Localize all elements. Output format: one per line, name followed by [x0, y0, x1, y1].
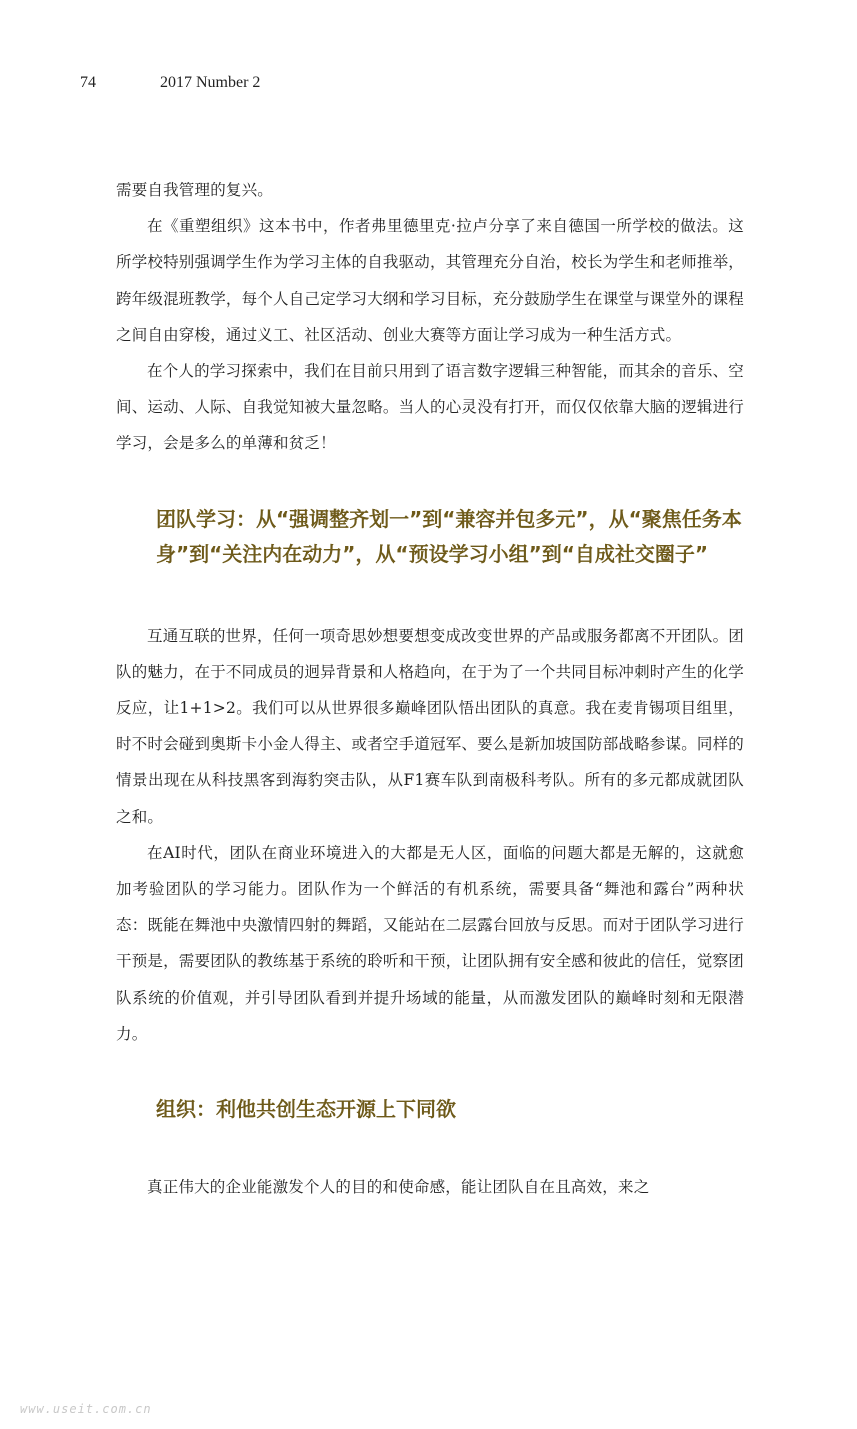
paragraph: 真正伟大的企业能激发个人的目的和使命感，能让团队自在且高效，来之	[147, 1178, 650, 1197]
paragraph: 在个人的学习探索中，我们在目前只用到了语言数字逻辑三种智能，而其余的音乐、空间、运动、人际、自我觉知被大量忽略。当人的心灵没有打开，而仅仅依靠大脑的逻辑进行学习，会是多么的单薄和贫乏！	[116, 362, 745, 453]
page-number: 74	[80, 74, 96, 91]
paragraph: 互通互联的世界，任何一项奇思妙想要想变成改变世界的产品或服务都离不开团队。团队的魅力，在于不同成员的迥异背景和人格趋向，在于为了一个共同目标冲刺时产生的化学反应，让1+1>2。我们可以从世界很多巅峰团队悟出团队的真意。我在麦肯锡项目组里，时不时会碰到奥斯卡小金人得主、或者空手道冠军、要么是新加坡国防部战略参谋。同样的情景出现在从科技黑客到海豹突击队，从F1赛车队到南极科考队。所有的多元都成就团队之和。	[116, 626, 745, 826]
paragraph: 需要自我管理的复兴。	[116, 181, 274, 199]
paragraph: 在AI时代，团队在商业环境进入的大都是无人区，面临的问题大都是无解的，这就愈加考验团队的学习能力。团队作为一个鲜活的有机系统，需要具备“舞池和露台”两种状态：既能在舞池中央激情四射的舞蹈，又能站在二层露台回放与反思。而对于团队学习进行干预是，需要团队的教练基于系统的聆听和干预，让团队拥有安全感和彼此的信任，觉察团队系统的价值观，并引导团队看到并提升场域的能量，从而激发团队的巅峰时刻和无限潜力。	[116, 843, 745, 1043]
article-body	[116, 172, 744, 1205]
section-heading-team-learning: 团队学习：从“强调整齐划一”到“兼容并包多元”，从“聚焦任务本身”到“关注内在动力”，从“预设学习小组”到“自成社交圈子”	[156, 506, 742, 566]
issue-label: 2017 Number 2	[160, 74, 261, 91]
paragraph: 在《重塑组织》这本书中，作者弗里德里克·拉卢分享了来自德国一所学校的做法。这所学校特别强调学生作为学习主体的自我驱动，其管理充分自治，校长为学生和老师推举，跨年级混班教学，每个人自己定学习大纲和学习目标，充分鼓励学生在课堂与课堂外的课程之间自由穿梭，通过义工、社区活动、创业大赛等方面让学习成为一种生活方式。	[116, 217, 745, 344]
section-heading-organization: 组织：利他共创生态开源上下同欲	[156, 1097, 456, 1122]
page-header	[80, 74, 260, 92]
watermark: www.useit.com.cn	[20, 1402, 152, 1416]
